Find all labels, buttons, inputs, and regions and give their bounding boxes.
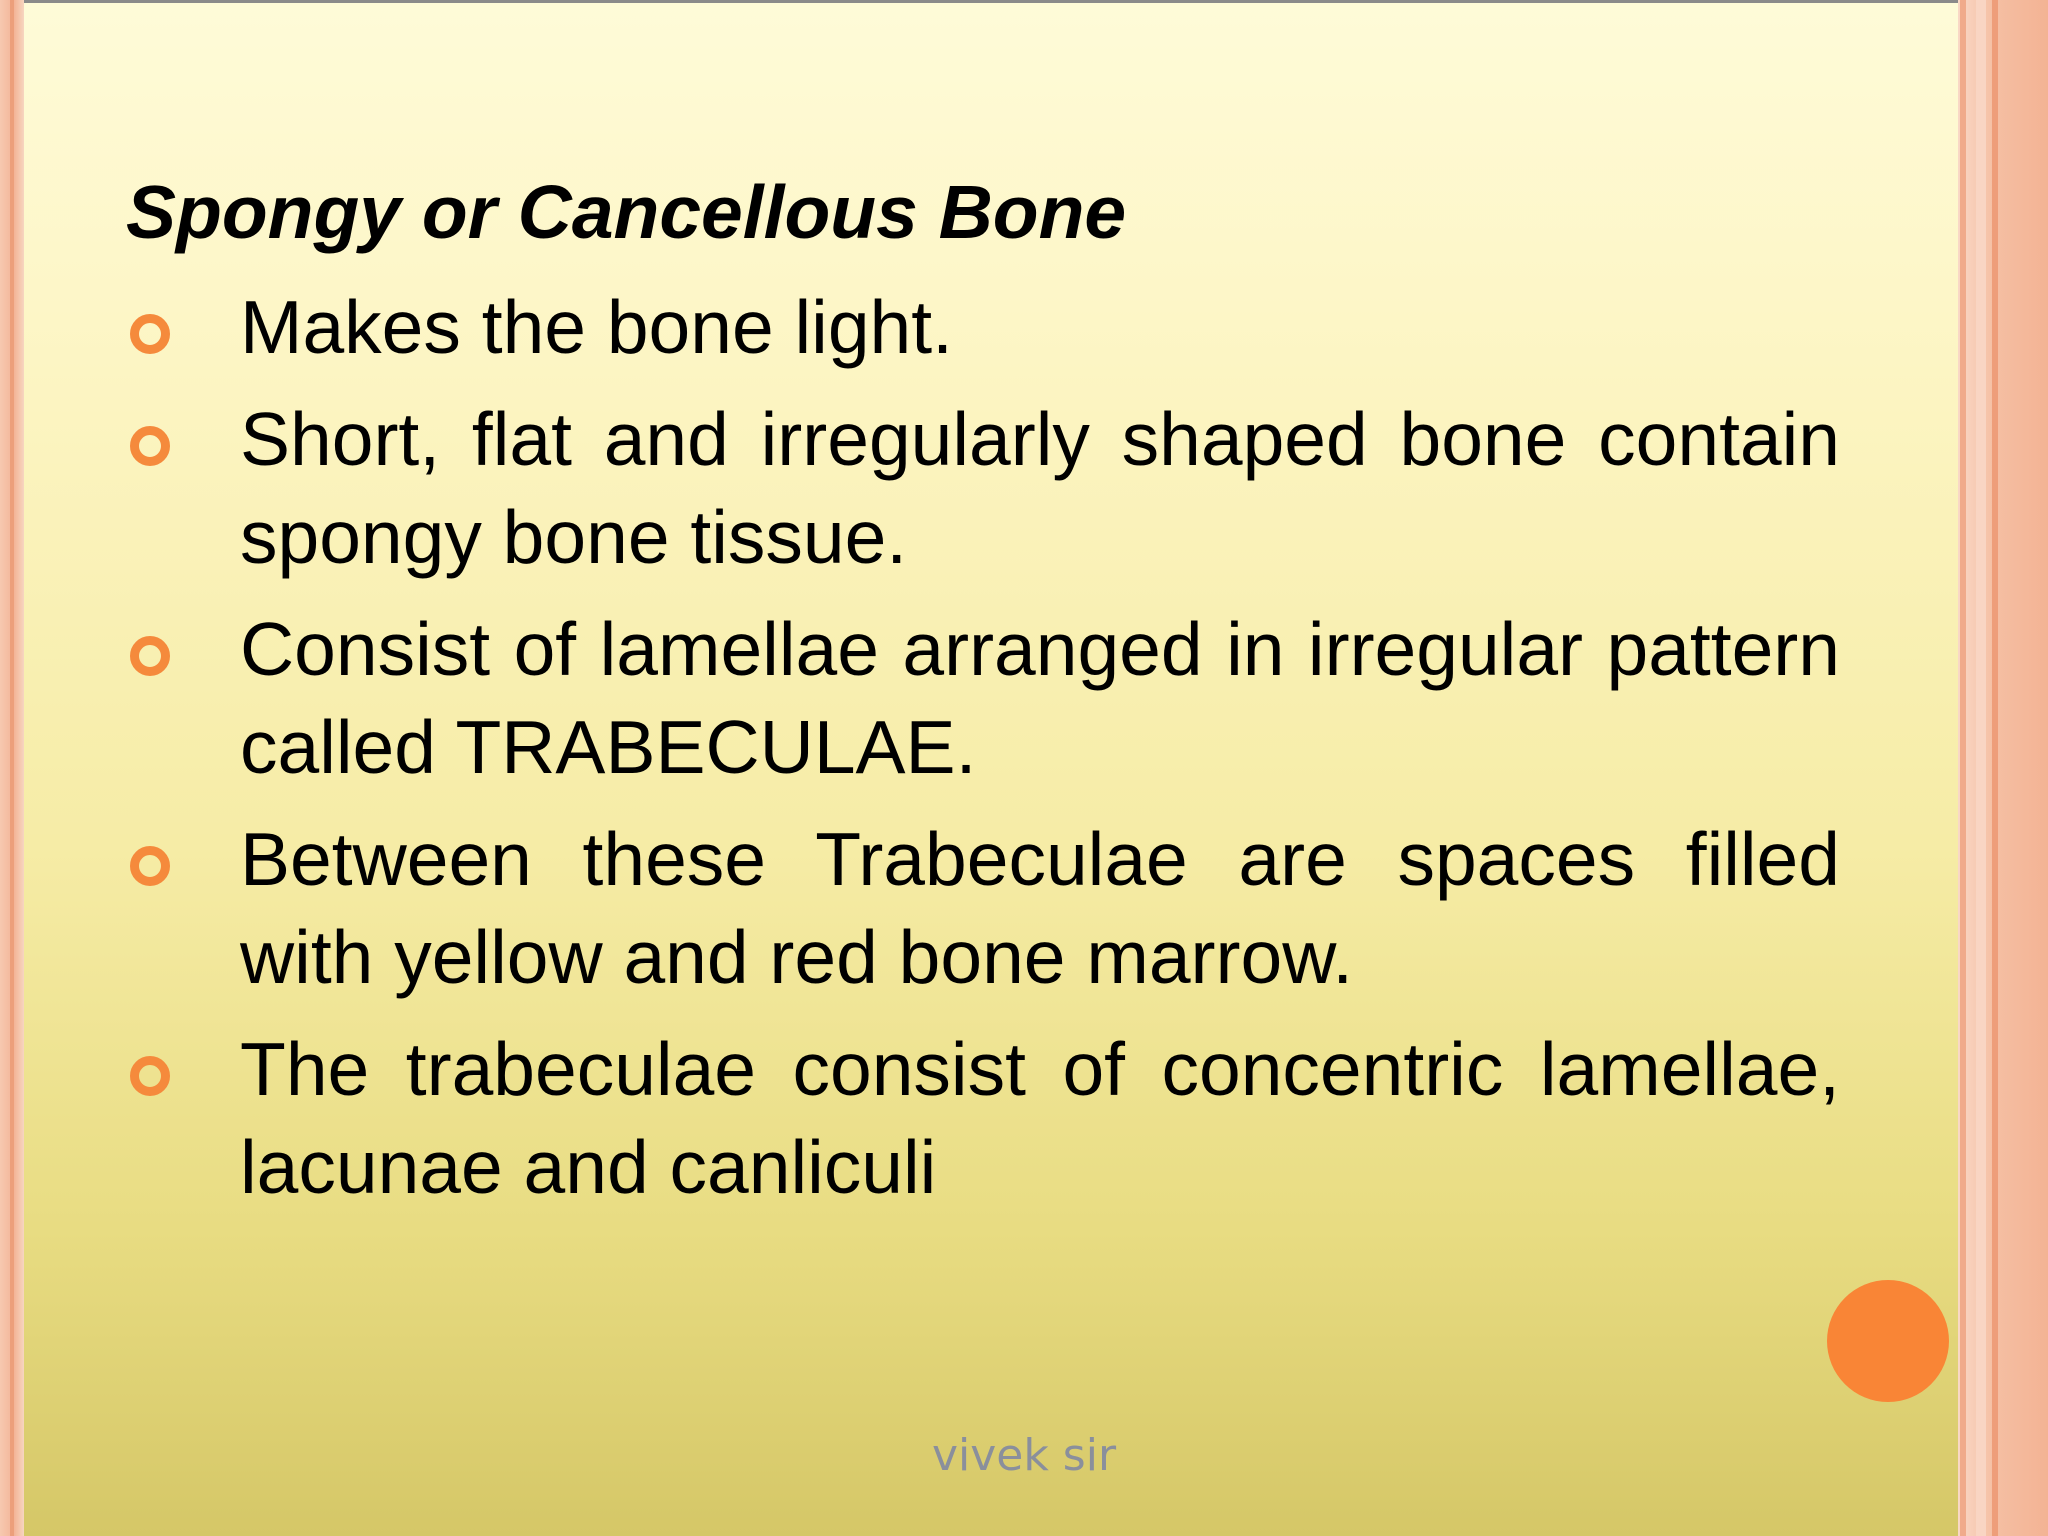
- left-border-line: [10, 0, 14, 1536]
- hollow-circle-icon: [130, 846, 170, 886]
- footer-text: vivek sir: [931, 1430, 1117, 1481]
- bullet-list: [126, 278, 1840, 1230]
- bullet-item: [126, 600, 1840, 796]
- top-border-line: [0, 0, 1960, 3]
- hollow-circle-icon: [130, 426, 170, 466]
- right-border-band: [1958, 0, 2048, 1536]
- left-border-stripe: [0, 0, 24, 1536]
- bullet-item: [126, 390, 1840, 586]
- bullet-item: [126, 278, 1840, 376]
- decorative-circle-icon: [1827, 1280, 1949, 1402]
- right-border-line: [1960, 0, 1966, 1536]
- bullet-item: [126, 810, 1840, 1006]
- bullet-item: [126, 1020, 1840, 1216]
- right-border-line: [1976, 0, 1986, 1536]
- slide-title: Spongy or Cancellous Bone: [126, 170, 1127, 254]
- bullet-text: Makes the bone light.: [240, 285, 953, 369]
- hollow-circle-icon: [130, 636, 170, 676]
- bullet-text: Short, flat and irregularly shaped bone contain spongy bone tissue.: [240, 397, 1840, 579]
- hollow-circle-icon: [130, 1056, 170, 1096]
- bullet-text: Consist of lamellae arranged in irregular pattern called TRABECULAE.: [240, 607, 1840, 789]
- bullet-text: The trabeculae consist of concentric lamellae, lacunae and canliculi: [240, 1027, 1840, 1209]
- bullet-text: Between these Trabeculae are spaces filled with yellow and red bone marrow.: [240, 817, 1840, 999]
- hollow-circle-icon: [130, 314, 170, 354]
- right-border-line: [1992, 0, 1998, 1536]
